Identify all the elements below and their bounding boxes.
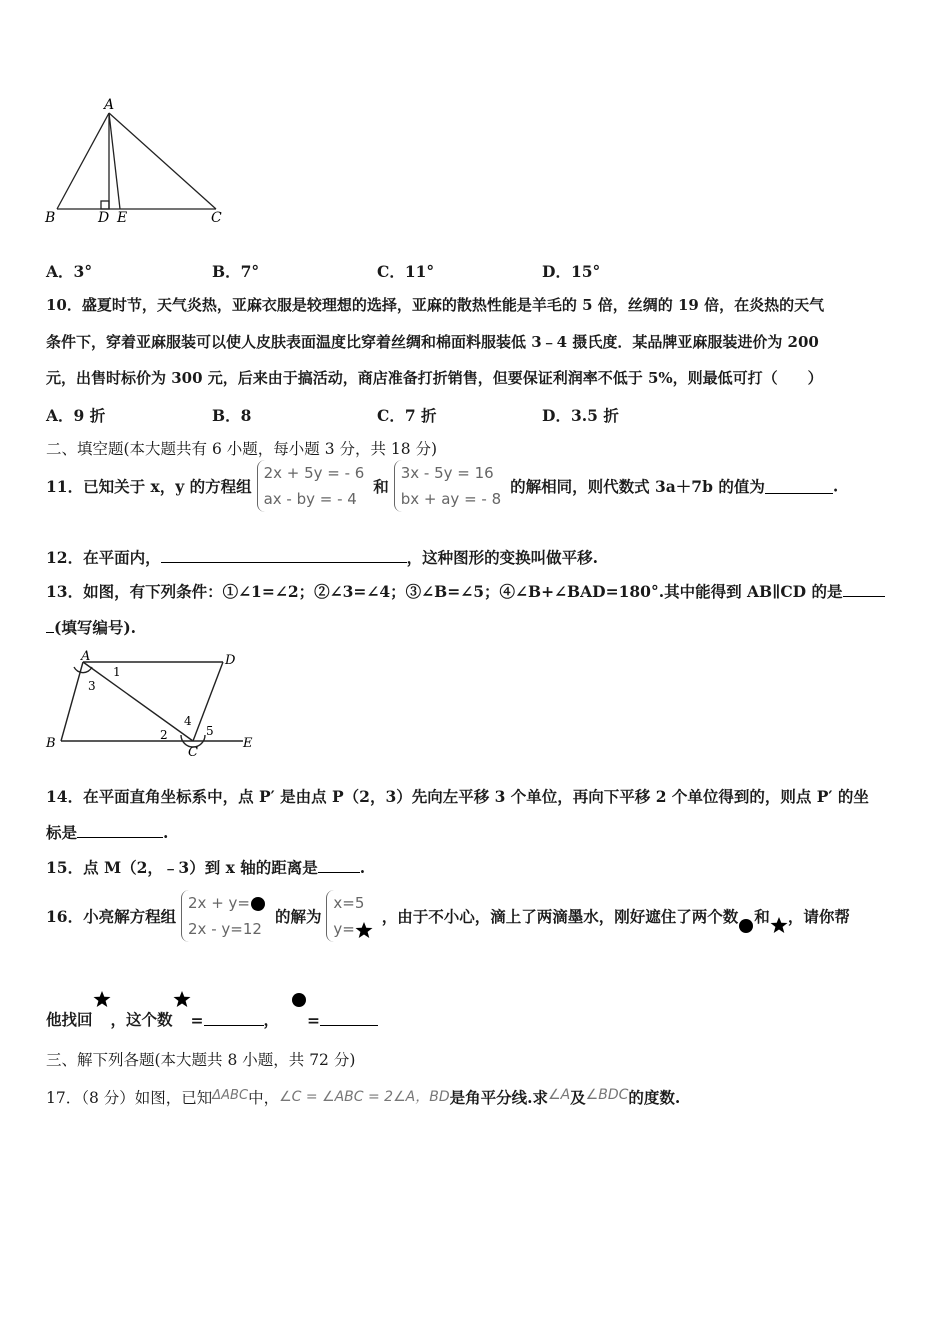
ink-dot-icon bbox=[738, 918, 754, 934]
label-angle-3: 3 bbox=[88, 679, 96, 693]
q13-text: 13．如图，有下列条件：①∠1=∠2；②∠3=∠4；③∠B=∠5；④∠B+∠BAD=180°.其中能得到 AB∥CD 的是 bbox=[46, 582, 843, 601]
segment-ae bbox=[109, 113, 120, 209]
label-angle-4: 4 bbox=[184, 714, 192, 728]
label-c: C bbox=[188, 745, 198, 760]
q9-option-c: C．11° bbox=[377, 262, 435, 281]
q17-zhong: 中， bbox=[248, 1089, 280, 1107]
label-e: E bbox=[243, 736, 253, 751]
q16-sol-y: y= bbox=[333, 920, 355, 938]
q11-prefix: 11．已知关于 x，y 的方程组 bbox=[46, 477, 252, 496]
q17-bd: BD bbox=[429, 1089, 450, 1105]
q11-sys2-eq2: bx + ay = - 8 bbox=[400, 490, 502, 508]
q15-text: 15．点 M（2，﹣3）到 x 轴的距离是 bbox=[46, 858, 318, 877]
q13-answer-blank-cont[interactable] bbox=[46, 618, 54, 633]
q16-prefix: 16．小亮解方程组 bbox=[46, 907, 177, 926]
parallelogram-figure-q13 bbox=[40, 645, 270, 760]
q11-suffix: 的解相同，则代数式 3a＋7b 的值为 bbox=[510, 477, 765, 496]
label-d: D bbox=[98, 210, 110, 226]
q11-end: . bbox=[832, 476, 839, 496]
q12-suffix: ，这种图形的变换叫做平移. bbox=[406, 548, 598, 567]
q10-line3: 元，出售时标价为 300 元，后来由于搞活动，商店准备打折销售，但要保证利润率不低于 5%，则最低可打（ ） bbox=[46, 369, 823, 387]
ink-star-icon bbox=[93, 990, 111, 1008]
q11 bbox=[46, 460, 838, 512]
q14-line1: 14．在平面直角坐标系中，点 P′ 是由点 P（2，3）先向左平移 3 个单位，再向下平移 2 个单位得到的，则点 P′ 的坐 bbox=[46, 787, 869, 806]
q15-answer-blank[interactable] bbox=[318, 858, 360, 873]
q16-and: 和 bbox=[754, 907, 770, 926]
q16-star-answer-blank[interactable] bbox=[204, 1011, 264, 1026]
q16-line1 bbox=[46, 890, 850, 942]
label-angle-2: 2 bbox=[160, 728, 168, 742]
q11-and: 和 bbox=[373, 477, 389, 496]
q16-line2a: 他找回 bbox=[46, 1010, 93, 1029]
edge-ab bbox=[61, 662, 83, 741]
q17 bbox=[46, 1085, 680, 1108]
triangle-figure-q9 bbox=[40, 95, 240, 230]
label-a: A bbox=[81, 649, 91, 664]
ink-star-icon bbox=[173, 990, 191, 1008]
q16-system bbox=[181, 890, 270, 942]
q11-system-2 bbox=[394, 460, 505, 512]
q10-option-b: B．8 bbox=[212, 406, 252, 425]
q16-mid: 的解为 bbox=[274, 907, 322, 926]
q17-triangle: ΔABC bbox=[212, 1088, 249, 1103]
q17-prefix: 17．（8 分）如图，已知 bbox=[46, 1089, 213, 1107]
right-angle-mark bbox=[101, 201, 109, 209]
q15 bbox=[46, 858, 365, 878]
q13-note: (填写编号). bbox=[54, 618, 137, 637]
q9-option-b: B．7° bbox=[212, 262, 260, 281]
q16-line2 bbox=[46, 990, 378, 1030]
q17-condition: ∠C = ∠ABC = 2∠A， bbox=[279, 1089, 430, 1105]
q16-sys-eq1: 2x + y= bbox=[188, 894, 250, 912]
ink-star-icon bbox=[355, 921, 373, 939]
q12-answer-blank[interactable] bbox=[161, 548, 407, 563]
q16-eq2: = bbox=[307, 1011, 321, 1030]
q10-line1: 10．盛夏时节，天气炎热，亚麻衣服是较理想的选择，亚麻的散热性能是羊毛的 5 倍，丝绸的 19 倍，在炎热的天气 bbox=[46, 296, 825, 314]
q12 bbox=[46, 548, 598, 568]
q15-end: . bbox=[359, 858, 366, 877]
q13-answer-blank[interactable] bbox=[843, 582, 885, 597]
label-b: B bbox=[46, 736, 56, 751]
q9-option-a: A．3° bbox=[46, 262, 93, 281]
label-b: B bbox=[45, 210, 56, 226]
q16-line2b: ，这个数 bbox=[110, 1010, 173, 1029]
q10-option-d: D．3.5 折 bbox=[542, 406, 619, 425]
q17-angle-a: ∠A bbox=[548, 1087, 571, 1103]
q16-tail: ，请你帮 bbox=[787, 907, 850, 926]
q16-eq1: = bbox=[190, 1011, 204, 1030]
q14-label: 标是 bbox=[46, 823, 78, 842]
q16-solution bbox=[326, 890, 376, 942]
q9-option-d: D．15° bbox=[542, 262, 601, 281]
edge-ac bbox=[109, 113, 216, 209]
q14-line2: 标是 . bbox=[46, 823, 169, 842]
q16-suffix: ，由于不小心，滴上了两滴墨水，刚好遮住了两个数 bbox=[381, 907, 739, 926]
edge-ab bbox=[57, 113, 109, 209]
q10-option-a: A．9 折 bbox=[46, 406, 106, 425]
q17-ji: 及 bbox=[570, 1088, 586, 1107]
q11-sys2-eq1: 3x - 5y = 16 bbox=[400, 464, 494, 482]
q10-line2: 条件下，穿着亚麻服装可以使人皮肤表面温度比穿着丝绸和棉面料服装低 3﹣4 摄氏度．某品牌亚麻服装进价为 200 bbox=[46, 333, 819, 351]
q13-line2 bbox=[46, 618, 136, 638]
q14-answer-blank[interactable] bbox=[77, 823, 163, 838]
q17-mid: 是角平分线.求 bbox=[449, 1088, 549, 1107]
q16-comma: ， bbox=[263, 1010, 280, 1029]
label-a: A bbox=[104, 97, 115, 113]
q11-answer-blank[interactable] bbox=[765, 479, 833, 494]
angle-arc-a bbox=[74, 667, 92, 673]
q16-dot-answer-blank[interactable] bbox=[320, 1011, 378, 1026]
section-2-heading: 二、填空题(本大题共有 6 小题，每小题 3 分，共 18 分) bbox=[46, 440, 438, 458]
label-c: C bbox=[211, 210, 222, 226]
label-angle-5: 5 bbox=[206, 724, 214, 738]
q16-sol-x: x=5 bbox=[333, 894, 365, 912]
diagonal-ac bbox=[83, 662, 193, 741]
q17-end: 的度数. bbox=[628, 1088, 681, 1107]
q12-prefix: 12．在平面内， bbox=[46, 548, 161, 567]
section-3-heading: 三、解下列各题(本大题共 8 小题，共 72 分) bbox=[46, 1051, 356, 1069]
ink-dot-icon bbox=[291, 992, 307, 1008]
ink-star-icon bbox=[770, 916, 788, 934]
q13-line1 bbox=[46, 582, 885, 602]
q10-option-c: C．7 折 bbox=[377, 406, 437, 425]
q17-angle-bdc: ∠BDC bbox=[585, 1087, 629, 1103]
ink-dot-icon bbox=[250, 896, 266, 912]
q11-sys1-eq2: ax - by = - 4 bbox=[263, 490, 357, 508]
label-d: D bbox=[225, 653, 236, 668]
q11-system-1 bbox=[257, 460, 369, 512]
label-e: E bbox=[117, 210, 128, 226]
q11-sys1-eq1: 2x + 5y = - 6 bbox=[263, 464, 365, 482]
label-angle-1: 1 bbox=[113, 665, 121, 679]
q16-sys-eq2: 2x - y=12 bbox=[188, 920, 262, 938]
